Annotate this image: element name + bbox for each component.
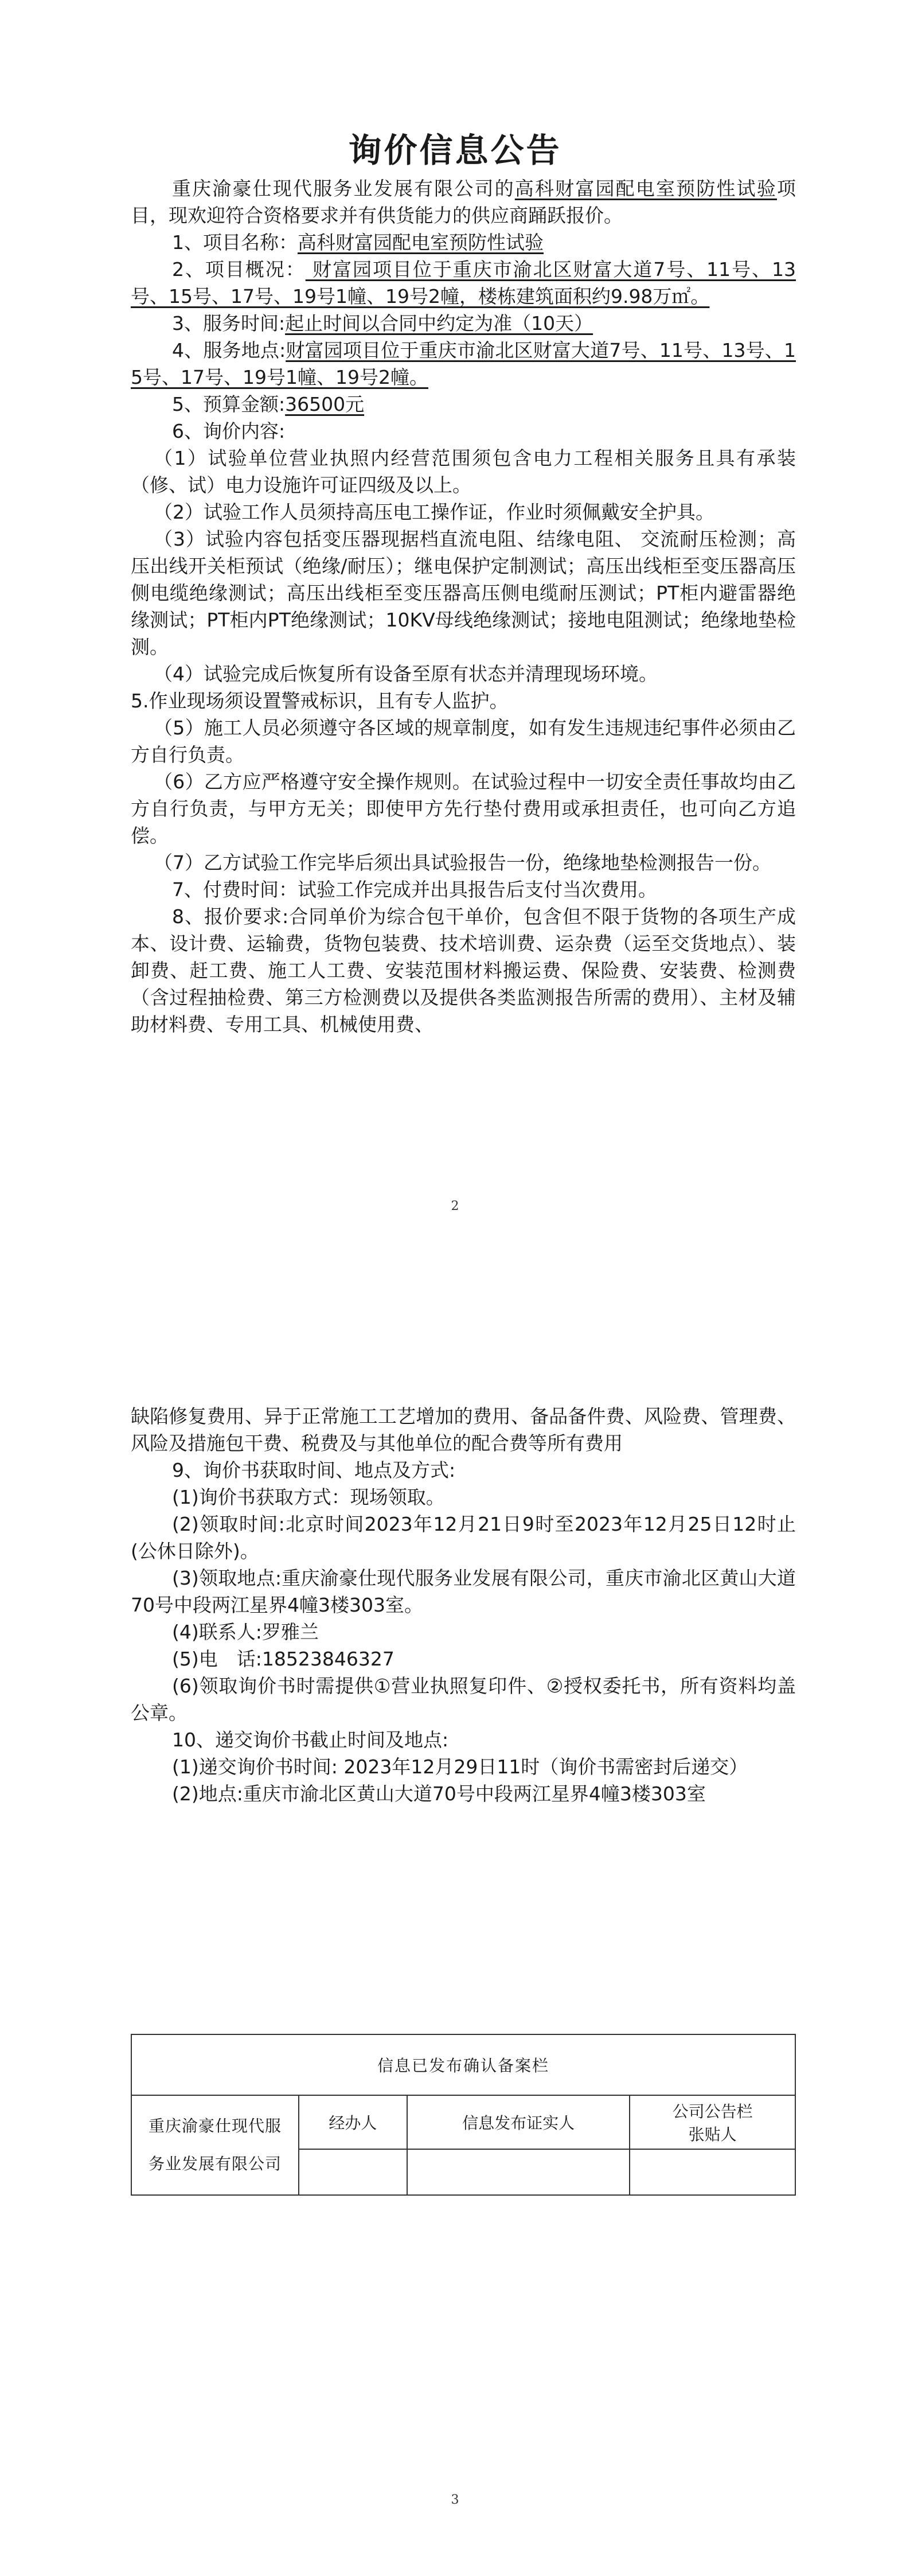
poster-signature-cell: [630, 2149, 795, 2195]
poster-header-line2: 张贴人: [688, 2125, 737, 2144]
acquisition-method: (1)询价书获取方式：现场领取。: [172, 1486, 445, 1508]
submission-time: (1)递交询价书时间: 2023年12月29日11时（询价书需密封后递交）: [172, 1756, 748, 1778]
intro-paragraph: 重庆渝豪仕现代服务业发展有限公司的高科财富园配电室预防性试验项目，现欢迎符合资格要求并有供货能力的供应商踊跃报价。: [131, 177, 796, 227]
contact-person: (4)联系人:罗雅兰: [172, 1621, 319, 1643]
submission-location: (2)地点:重庆市渝北区黄山大道70号中段两江星界4幢3楼303室: [172, 1783, 706, 1805]
verifier-signature-cell: [407, 2149, 630, 2195]
quote-requirements: 8、报价要求:合同单价为综合包干单价，包含但不限于货物的各项生产成本、设计费、运输费，货物包装费、技术培训费、运杂费（运至交货地点）、装卸费、赶工费、施工人工费、安装范围材料搬运费、保险费、安装费、检测费（含过程抽检费、第三方检测费以及提供各类监测报告所需的费用）、主材及辅助材料费、专用工具、机械使用费、: [131, 905, 796, 1036]
submission-heading: 10、递交询价书截止时间及地点:: [172, 1729, 449, 1751]
page-number: 2: [451, 1199, 459, 1213]
table-header: 信息已发布确认备案栏: [131, 2034, 795, 2095]
page-3: [0, 1288, 910, 2576]
inquiry-item: （5）施工人员必须遵守各区域的规章制度，如有发生违规违纪事件必须由乙方自行负责。: [131, 717, 796, 766]
project-name: 1、项目名称：高科财富园配电室预防性试验: [172, 231, 544, 254]
inquiry-item: 5.作业现场须设置警戒标识，且有专人监护。: [131, 690, 509, 712]
service-location: 4、服务地点:财富园项目位于重庆市渝北区财富大道7号、11号、13号、15号、17号、19号1幢、19号2幢。: [131, 339, 796, 388]
contact-phone: (5)电 话:18523846327: [172, 1648, 395, 1670]
service-time: 3、服务时间:起止时间以合同中约定为准（10天）: [172, 312, 593, 334]
company-cell: [131, 2095, 299, 2195]
handler-header: 经办人: [299, 2095, 407, 2149]
acquisition-time: (2)领取时间:北京时间2023年12月21日9时至2023年12月25日12时止(公休日除外)。: [131, 1513, 796, 1562]
company-name-line2: 务业发展有限公司: [148, 2154, 282, 2173]
inquiry-item: （2）试验工作人员须持高压电工操作证，作业时须佩戴安全护具。: [154, 501, 714, 523]
payment-time: 7、付费时间：试验工作完成并出具报告后支付当次费用。: [172, 878, 657, 901]
acquisition-location: (3)领取地点:重庆渝豪仕现代服务业发展有限公司，重庆市渝北区黄山大道70号中段两江星界4幢3楼303室。: [131, 1567, 796, 1616]
poster-header-line1: 公司公告栏: [672, 2102, 753, 2121]
inquiry-item: （4）试验完成后恢复所有设备至原有状态并清理现场环境。: [154, 663, 658, 685]
notice-body: [131, 175, 796, 1038]
required-documents: (6)领取询价书时需提供①营业执照复印件、②授权委托书，所有资料均盖公章。: [131, 1675, 796, 1724]
notice-body-continued: [131, 1403, 796, 1807]
project-overview: 2、项目概况： 财富园项目位于重庆市渝北区财富大道7号、11号、13号、15号、17号、19号1幢、19号2幢，楼栋建筑面积约9.98万㎡。: [131, 258, 796, 308]
page-number: 3: [451, 2493, 459, 2507]
company-name-line1: 重庆渝豪仕现代服: [148, 2116, 282, 2135]
inquiry-content-heading: 6、询价内容:: [172, 420, 286, 442]
inquiry-item: （1）试验单位营业执照内经营范围须包含电力工程相关服务且具有承装（修、试）电力设施许可证四级及以上。: [131, 447, 796, 496]
inquiry-item: （7）乙方试验工作完毕后须出具试验报告一份，绝缘地垫检测报告一份。: [154, 851, 771, 874]
page-title: 询价信息公告: [348, 131, 562, 170]
poster-header: [630, 2095, 795, 2149]
filing-confirmation-table: [131, 2034, 796, 2196]
verifier-header: 信息发布证实人: [407, 2095, 630, 2149]
quote-requirements-continued: 缺陷修复费用、异于正常施工工艺增加的费用、备品备件费、风险费、管理费、风险及措施包干费、税费及与其他单位的配合费等所有费用: [131, 1405, 796, 1454]
handler-signature-cell: [299, 2149, 407, 2195]
budget-amount: 5、预算金额:36500元: [172, 393, 365, 415]
acquisition-heading: 9、询价书获取时间、地点及方式:: [172, 1459, 456, 1481]
inquiry-item: （6）乙方应严格遵守安全操作规则。在试验过程中一切安全责任事故均由乙方自行负责，与甲方无关；即使甲方先行垫付费用或承担责任，也可向乙方追偿。: [131, 771, 796, 847]
inquiry-item: （3）试验内容包括变压器现据档直流电阻、结缘电阻、 交流耐压检测；高压出线开关柜预试（绝缘/耐压）；继电保护定制测试；高压出线柜至变压器高压侧电缆绝缘测试；高压出线柜至变压器高压侧电缆耐压测试；PT柜内避雷器绝缘测试；PT柜内PT绝缘测试；10KV母线绝缘测试；接地电阻测试；绝缘地垫检测。: [131, 528, 796, 658]
